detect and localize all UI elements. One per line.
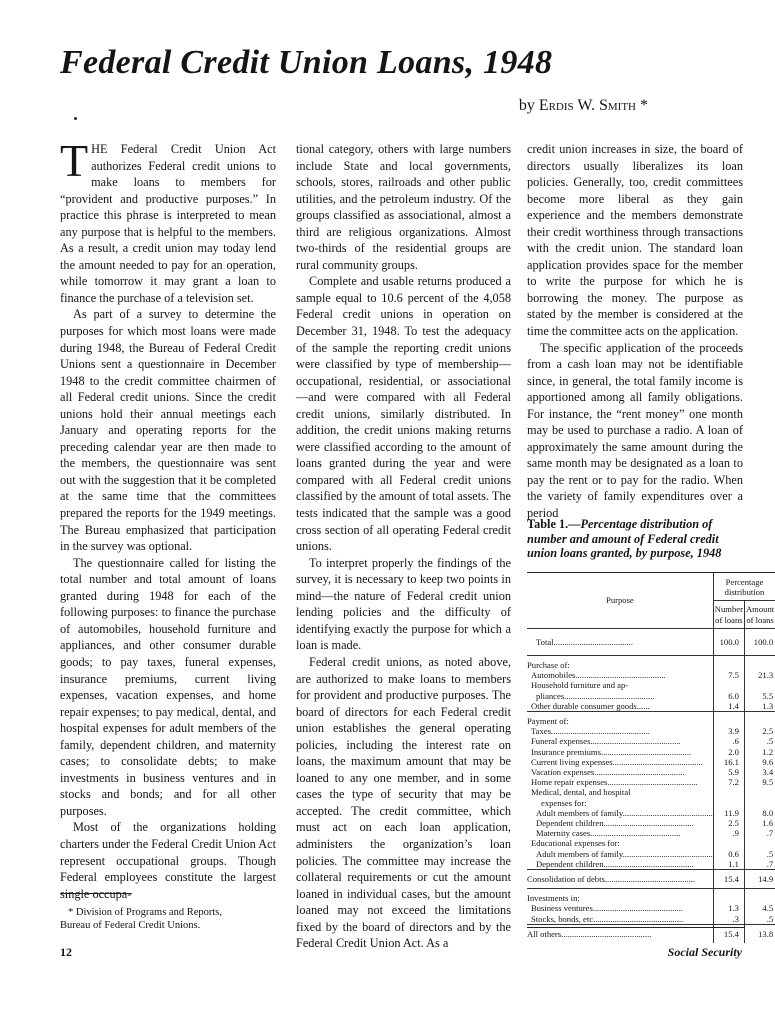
cell-amount: 1.3 <box>744 701 775 712</box>
footnote-line: * Division of Programs and Reports, <box>68 907 222 918</box>
table-row <box>527 838 775 848</box>
cell-amount: 14.9 <box>744 870 775 889</box>
table-row <box>527 849 775 859</box>
drop-cap: T <box>60 135 89 186</box>
paragraph: tional category, others with large numbers include State and local governments, schools, stores, railroads and other public utilities, and the petroleum industry. Of the groups classified as associational, almost a third are religious organizations. Almost two-thirds of the residential groups are rural community groups. <box>296 142 511 272</box>
cell-number: 16.1 <box>713 757 744 767</box>
row-label: Insurance premiums.......................................... <box>531 746 692 757</box>
table-row <box>527 747 775 757</box>
cell-number: 15.4 <box>713 924 744 943</box>
table-row <box>527 914 775 925</box>
row-label: Taxes.............................................. <box>531 726 650 737</box>
header-number: Number of loans <box>713 601 744 628</box>
cell-number: 6.0 <box>713 691 744 701</box>
cell-number: .3 <box>713 914 744 925</box>
table-row <box>527 628 775 655</box>
cell-amount: 9.5 <box>744 777 775 787</box>
page-number: 12 <box>60 945 72 959</box>
stray-mark <box>74 117 77 120</box>
cell-number: 2.0 <box>713 747 744 757</box>
cell-amount: 3.4 <box>744 767 775 777</box>
byline-prefix: by <box>518 97 535 114</box>
paragraph: Federal credit unions, as noted above, are authorized to make loans to members for provident and productive purposes. The board of directors for each Federal credit union establishes the general operating policies, including the interest rate on loans, the maximum amount that may be loaned to any one member, and in some cases the type of security that may be accepted. The credit committee, which must act on each loan application, administers the organization’s loan policies. The committee may increase the collateral requirements or cut the amount loaned in individual cases, but the amount loaned may not exceed the limitations fixed by the board of directors and by the Federal Credit Union Act. As a <box>296 654 511 951</box>
column-2 <box>296 141 511 952</box>
cell-number: 100.0 <box>713 628 744 655</box>
row-label: Household furniture and ap- <box>531 680 629 691</box>
footnote-line: Bureau of Federal Credit Unions. <box>60 920 201 931</box>
table-row <box>527 828 775 838</box>
cell-number: 3.9 <box>713 726 744 736</box>
paragraph: The questionnaire called for listing the total number and total amount of loans granted during 1948 for each of the following purposes: to finance the purchase of automobiles, household furniture and appliances, and other consumer durable goods; to pay taxes, funeral expenses, insurance premiums, current living expenses, vacation expenses, and home repair expenses; to pay medical, dental, and hospital expenses for adult members of the family, dependent children, and maternity cases; to consolidate debts; to make investments in business ventures and in stocks and bonds; and for all other purposes. <box>60 555 276 818</box>
row-label: Educational expenses for: <box>531 838 620 849</box>
table-row <box>527 726 775 736</box>
cell-number: 7.5 <box>713 670 744 680</box>
cell-amount: 100.0 <box>744 628 775 655</box>
cell-number: 1.4 <box>713 701 744 712</box>
author-name: Erdis W. Smith <box>538 97 636 114</box>
row-label: Adult members of family.......................................... <box>536 807 713 818</box>
paragraph: As part of a survey to determine the purposes for which most loans were made during 1948, the Bureau of Federal Credit Unions sent a questionnaire in December 1948 to the credit committee chairmen of all Federal credit unions. Since the credit unions hold their annual meetings each January and operating reports for the preceding calendar year are then made to the members, the questionnaire was sent out with the suggestion that it be completed at the same time that the committees prepared the reports for the 1949 meetings. The Bureau emphasized that participation in the survey was optional. <box>60 307 276 554</box>
journal-name: Social Security <box>667 945 742 959</box>
table-row <box>527 656 775 671</box>
table-row <box>527 767 775 777</box>
cell-amount: 13.8 <box>744 924 775 943</box>
cell-number: .9 <box>713 828 744 838</box>
paragraph: The specific application of the proceeds from a cash loan may not be identifiable since, in general, the total family income is apportioned among all family obligations. For instance, the “rent money” one month may be used to purchase a radio. A loan of approximately the same amount during the same month may be designated as a loan to pay the rent or to pay for the radio. When the variety of family expenditures over a period <box>527 340 743 521</box>
paragraph-text: HE Federal Credit Union Act authorizes Federal credit unions to make loans to members for “provident and productive purposes.” In practice this phrase is interpreted to mean any purpose that is helpful to the members. As a result, a credit union may today lend the amount needed to pay for an operation, while tomorrow it may grant a loan to finance the purchase of a television set. <box>60 142 276 305</box>
cell-amount: .5 <box>744 736 775 746</box>
row-label: Current living expenses.......................................... <box>531 756 703 767</box>
cell-number: 7.2 <box>713 777 744 787</box>
cell-amount: .5 <box>744 914 775 925</box>
cell-number: 5.9 <box>713 767 744 777</box>
table-header-row <box>527 573 775 601</box>
footnote-rule <box>60 893 132 894</box>
cell-amount: 8.0 <box>744 808 775 818</box>
table-row <box>527 777 775 787</box>
row-label: Adult members of family.......................................... <box>536 848 713 859</box>
row-label: expenses for: <box>541 797 587 808</box>
table-row <box>527 787 775 797</box>
paragraph: Complete and usable returns produced a sample equal to 10.6 percent of the 4,058 Federal credit unions in operation on December 31, 1948. To test the adequacy of the sample the reporting credit unions were classified by type of membership—occupational, residential, or associational—and were compared with all Federal credit unions, similarly distributed. In addition, the credit unions making returns were classified according to the amount of loans granted during the year and were compared with all Federal credit unions classified by the amount of total assets. The tests indicated that the sample was a good cross section of all operating Federal credit unions. <box>296 274 511 554</box>
cell-number: 11.9 <box>713 808 744 818</box>
author-footnote-mark: * <box>640 97 648 114</box>
paragraph: Most of the organizations holding charters under the Federal Credit Union Act represent occupational groups. Though Federal employees constitute the largest single occupa- <box>60 820 276 901</box>
loan-distribution-table <box>527 572 775 943</box>
table-bottom-rule <box>527 927 745 928</box>
table-label: Table 1.— <box>527 517 581 531</box>
table-row <box>527 818 775 828</box>
table-row <box>527 701 775 712</box>
cell-amount: 9.6 <box>744 757 775 767</box>
paragraph: To interpret properly the findings of the survey, it is necessary to keep two points in mind—the nature of Federal credit union lending policies and the difficulty of identifying exactly the purpose for which a loan is made. <box>296 555 511 653</box>
header-purpose: Purpose <box>527 573 713 629</box>
table-row <box>527 680 775 690</box>
cell-amount: .7 <box>744 828 775 838</box>
row-label: Vacation expenses.......................................... <box>531 767 685 778</box>
cell-amount: 4.5 <box>744 903 775 913</box>
row-label: Total..................................... <box>536 636 634 647</box>
cell-number: 2.5 <box>713 818 744 828</box>
table-row <box>527 859 775 870</box>
row-label: Automobiles.......................................... <box>531 670 666 681</box>
row-label: Consolidation of debts.......................................... <box>527 874 696 885</box>
column-3 <box>527 141 743 522</box>
row-label: Dependent children.......................................... <box>536 818 694 829</box>
row-group-label: Payment of: <box>527 716 569 727</box>
cell-amount: 1.2 <box>744 747 775 757</box>
table-title: Percentage distribution of number and amount of Federal credit union loans granted, by purpose, 1948 <box>527 517 722 560</box>
cell-number: 0.6 <box>713 849 744 859</box>
table-row <box>527 808 775 818</box>
column-1 <box>60 135 276 902</box>
row-label: Funeral expenses.......................................... <box>531 736 681 747</box>
row-label: All others.......................................... <box>527 928 652 939</box>
header-percentage: Percentage distribution <box>713 573 775 601</box>
cell-amount: 2.5 <box>744 726 775 736</box>
row-label: Maternity cases.......................................... <box>536 828 681 839</box>
table-row <box>527 889 775 904</box>
cell-number: 1.3 <box>713 903 744 913</box>
row-label: Other durable consumer goods...... <box>531 700 650 711</box>
row-label: Business ventures.......................................... <box>531 903 684 914</box>
row-label: Stocks, bonds, etc.......................................... <box>531 913 684 924</box>
row-label: Medical, dental, and hospital <box>531 787 631 798</box>
table-row <box>527 870 775 889</box>
paragraph: credit union increases in size, the board of directors usually liberalizes its loan policies. Generally, too, credit committees become more liberal as they gain experience and the members demonstrate their credit worthiness through transactions with the credit union. The standard loan application provides space for the member to write the purpose for which he is borrowing the money. The purpose as stated by the member is considered at the time the committee acts on the application. <box>527 142 743 339</box>
cell-number: 15.4 <box>713 870 744 889</box>
table-row <box>527 691 775 701</box>
cell-amount: 21.3 <box>744 670 775 680</box>
row-label: pliances.......................................... <box>536 690 655 701</box>
cell-number: .6 <box>713 736 744 746</box>
table-row <box>527 903 775 913</box>
table-row <box>527 736 775 746</box>
table-row <box>527 757 775 767</box>
row-group-label: Investments in: <box>527 893 580 904</box>
row-label: Dependent children.......................................... <box>536 858 694 869</box>
table-row <box>527 670 775 680</box>
cell-amount: 5.5 <box>744 691 775 701</box>
row-group-label: Purchase of: <box>527 660 570 671</box>
cell-amount: .5 <box>744 849 775 859</box>
cell-amount: .7 <box>744 859 775 870</box>
table-row <box>527 712 775 727</box>
article-title: Federal Credit Union Loans, 1948 <box>60 44 553 81</box>
cell-number: 1.1 <box>713 859 744 870</box>
cell-amount: 1.6 <box>744 818 775 828</box>
byline <box>519 97 648 115</box>
header-amount: Amount of loans <box>744 601 775 628</box>
table-caption <box>527 517 745 561</box>
footnote <box>60 906 276 932</box>
paragraph <box>60 135 276 306</box>
row-label: Home repair expenses.......................................... <box>531 777 698 788</box>
table-row <box>527 798 775 808</box>
